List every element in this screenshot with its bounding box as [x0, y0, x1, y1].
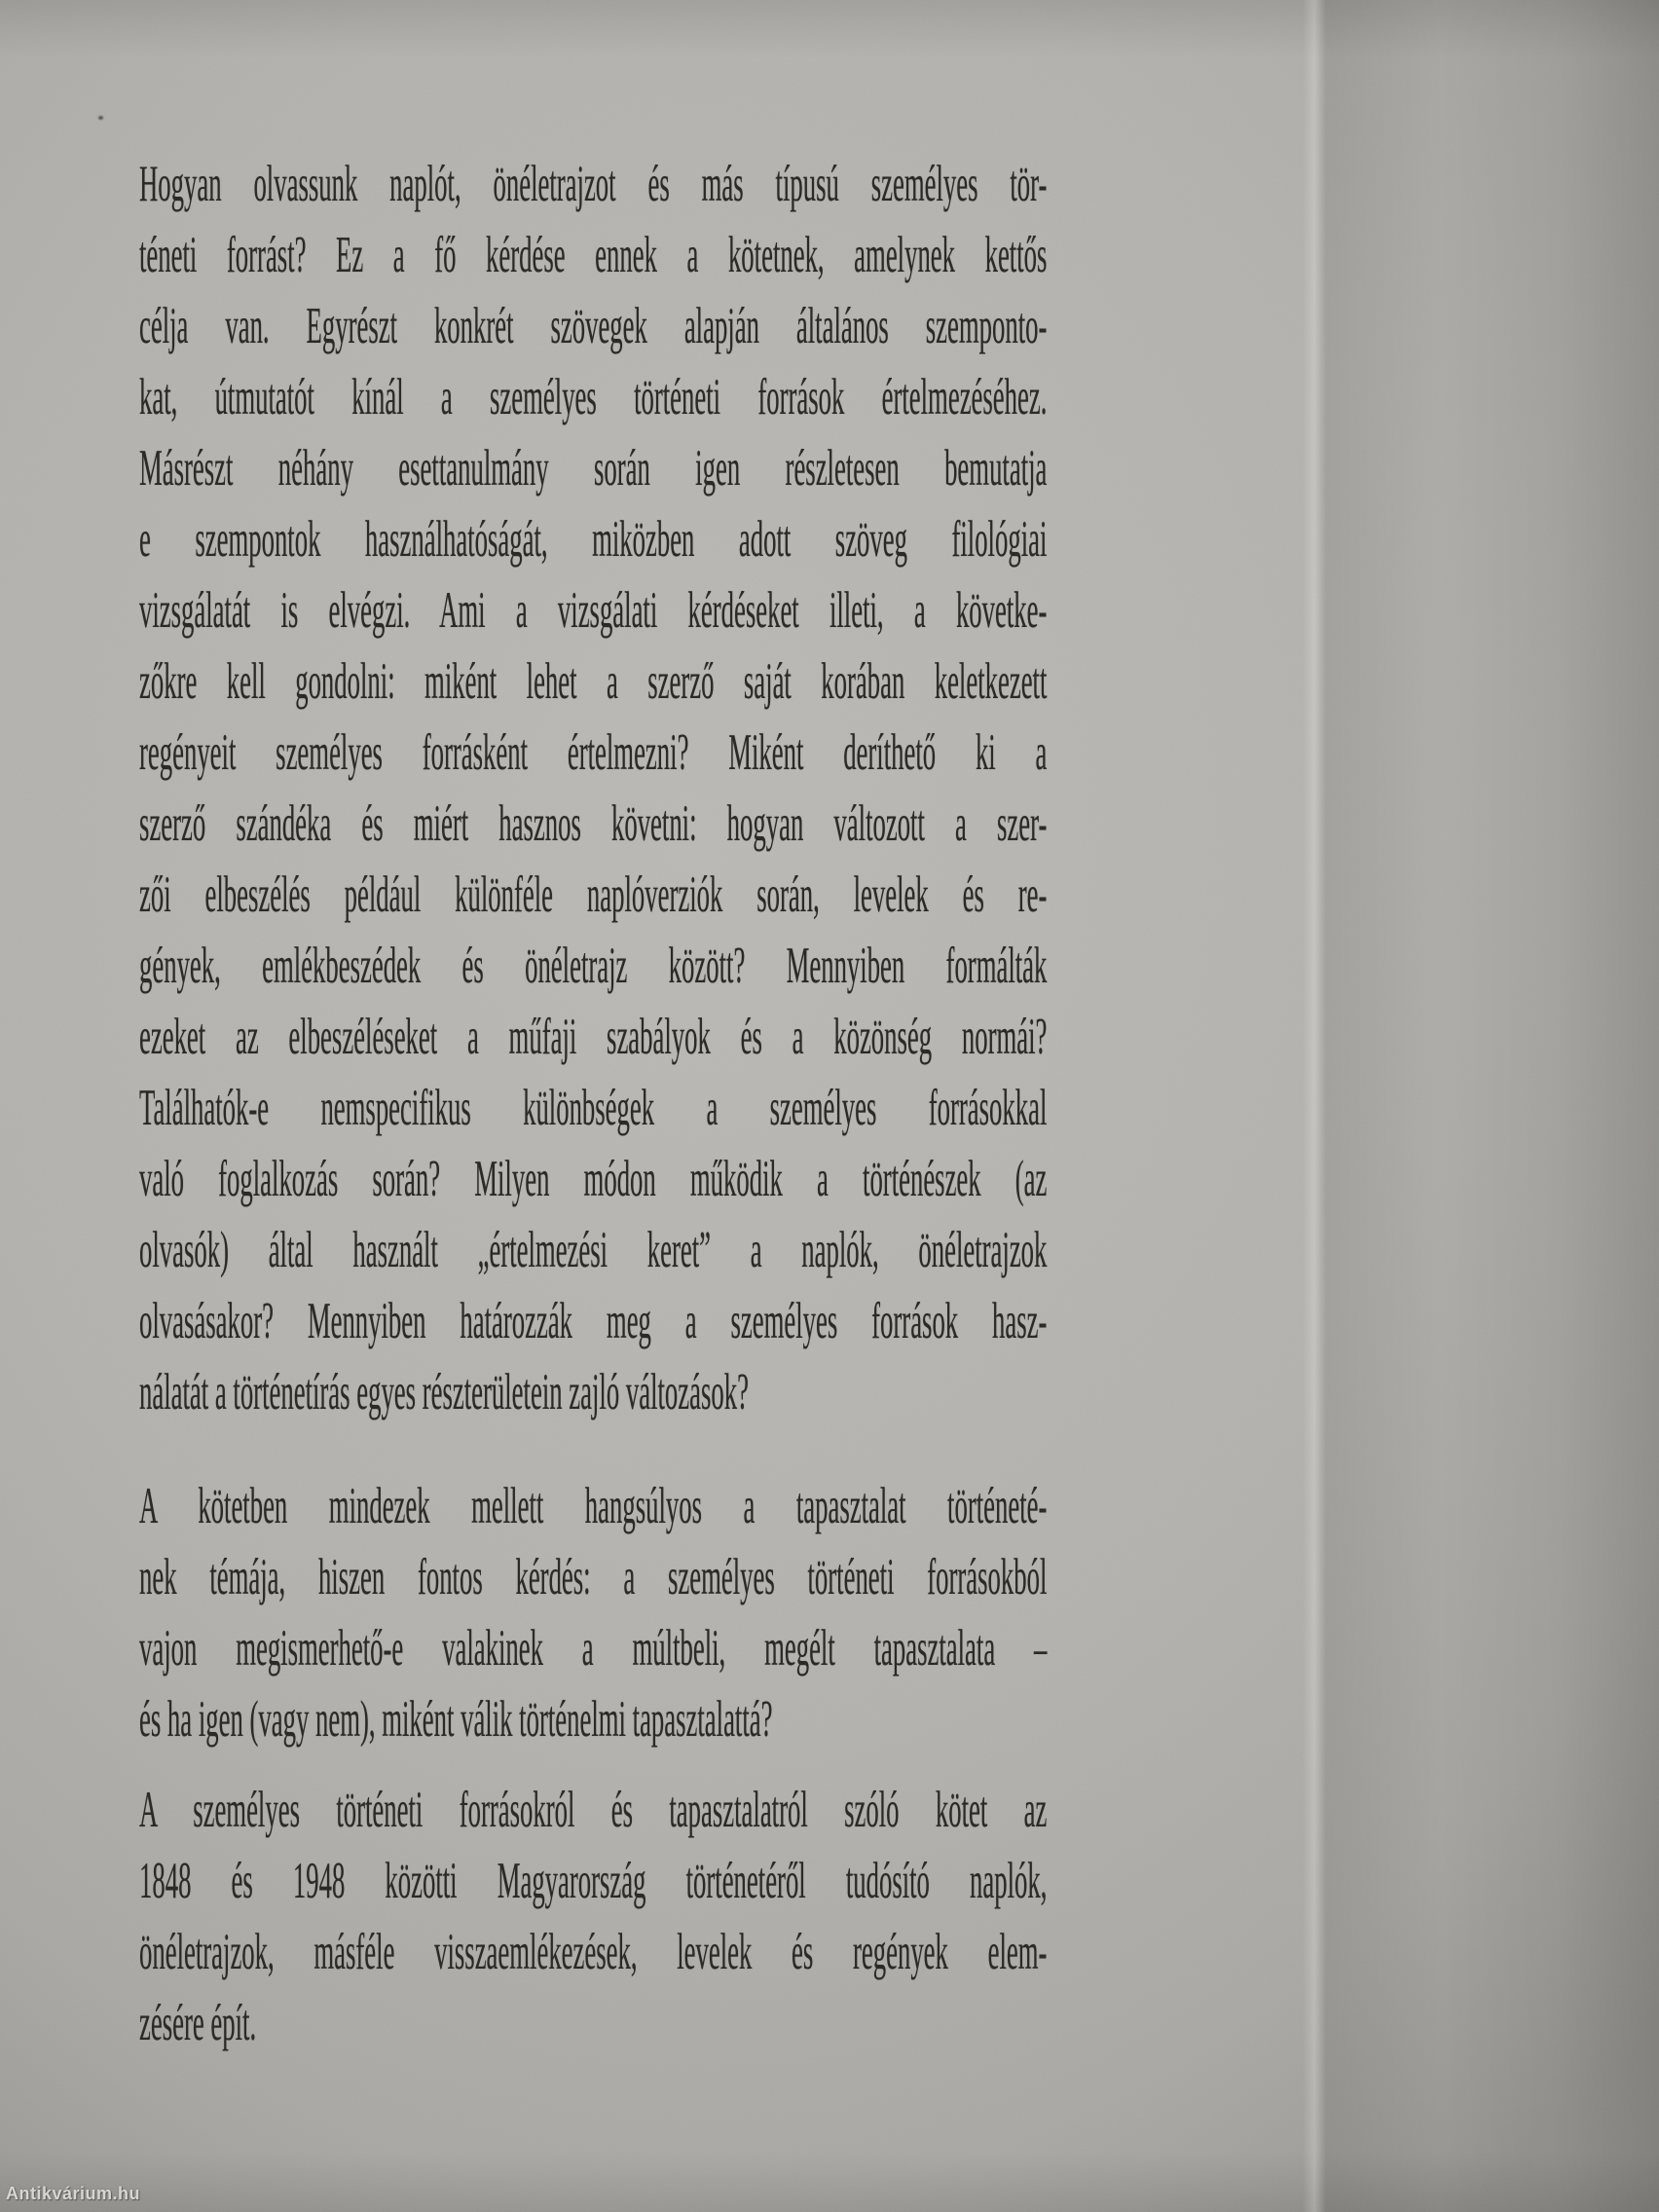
text-line: zésére épít. — [139, 1995, 257, 2051]
antikvarium-watermark: Antikvárium.hu — [6, 2184, 141, 2203]
text-line: szerző szándéka és miért hasznos követni: hogyan változott a szer- — [139, 795, 1048, 852]
text-line: kat, útmutatót kínál a személyes történeti források értelmezéséhez. — [139, 369, 1048, 425]
text-line: Másrészt néhány esettanulmány során igen részletesen bemutatja — [139, 440, 1048, 497]
text-line: Találhatók-e nemspecifikus különbségek a személyes forrásokkal — [139, 1080, 1048, 1136]
text-line: e szempontok használhatóságát, miközben adott szöveg filológiai — [139, 511, 1048, 568]
paragraph — [139, 149, 1659, 1428]
text-line: ezeket az elbeszéléseket a műfaji szabályok és a közönség normái? — [139, 1009, 1048, 1065]
text-line: való foglalkozás során? Milyen módon működik a történészek (az — [139, 1151, 1048, 1207]
text-line: Hogyan olvassunk naplót, önéletrajzot és más típusú személyes tör- — [139, 156, 1048, 212]
text-line: vajon megismerhető-e valakinek a múltbeli, megélt tapasztalata – — [139, 1620, 1048, 1677]
text-line: A személyes történeti forrásokról és tapasztalatról szóló kötet az — [139, 1782, 1048, 1838]
text-line: olvasásakor? Mennyiben határozzák meg a személyes források hasz- — [139, 1293, 1048, 1349]
text-line: 1848 és 1948 közötti Magyarország történetéről tudósító naplók, — [139, 1853, 1048, 1909]
text-line: zői elbeszélés például különféle naplóverziók során, levelek és re- — [139, 866, 1048, 923]
text-line: regényeit személyes forrásként értelmezni? Miként deríthető ki a — [139, 724, 1048, 781]
paper-speck — [98, 116, 103, 120]
text-line: téneti forrást? Ez a fő kérdése ennek a kötetnek, amelynek kettős — [139, 227, 1048, 283]
text-line: és ha igen (vagy nem), miként válik történelmi tapasztalattá? — [139, 1691, 773, 1748]
text-line: nálatát a történetírás egyes részterületein zajló változások? — [139, 1364, 749, 1420]
text-line: vizsgálatát is elvégzi. Ami a vizsgálati kérdéseket illeti, a követke- — [139, 582, 1048, 639]
text-line: nek témája, hiszen fontos kérdés: a személyes történeti forrásokból — [139, 1549, 1048, 1605]
paragraph — [139, 1775, 1659, 2059]
text-line: A kötetben mindezek mellett hangsúlyos a tapasztalat történeté- — [139, 1478, 1048, 1534]
paragraph — [139, 1471, 1659, 1755]
text-line: önéletrajzok, másféle visszaemlékezések, levelek és regények elem- — [139, 1924, 1048, 1980]
text-line: célja van. Egyrészt konkrét szövegek alapján általános szemponto- — [139, 298, 1048, 354]
text-line: gények, emlékbeszédek és önéletrajz között? Mennyiben formálták — [139, 938, 1048, 994]
text-line: zőkre kell gondolni: miként lehet a szerző saját korában keletkezett — [139, 653, 1048, 710]
text-line: olvasók) által használt „értelmezési keret” a naplók, önéletrajzok — [139, 1222, 1048, 1278]
